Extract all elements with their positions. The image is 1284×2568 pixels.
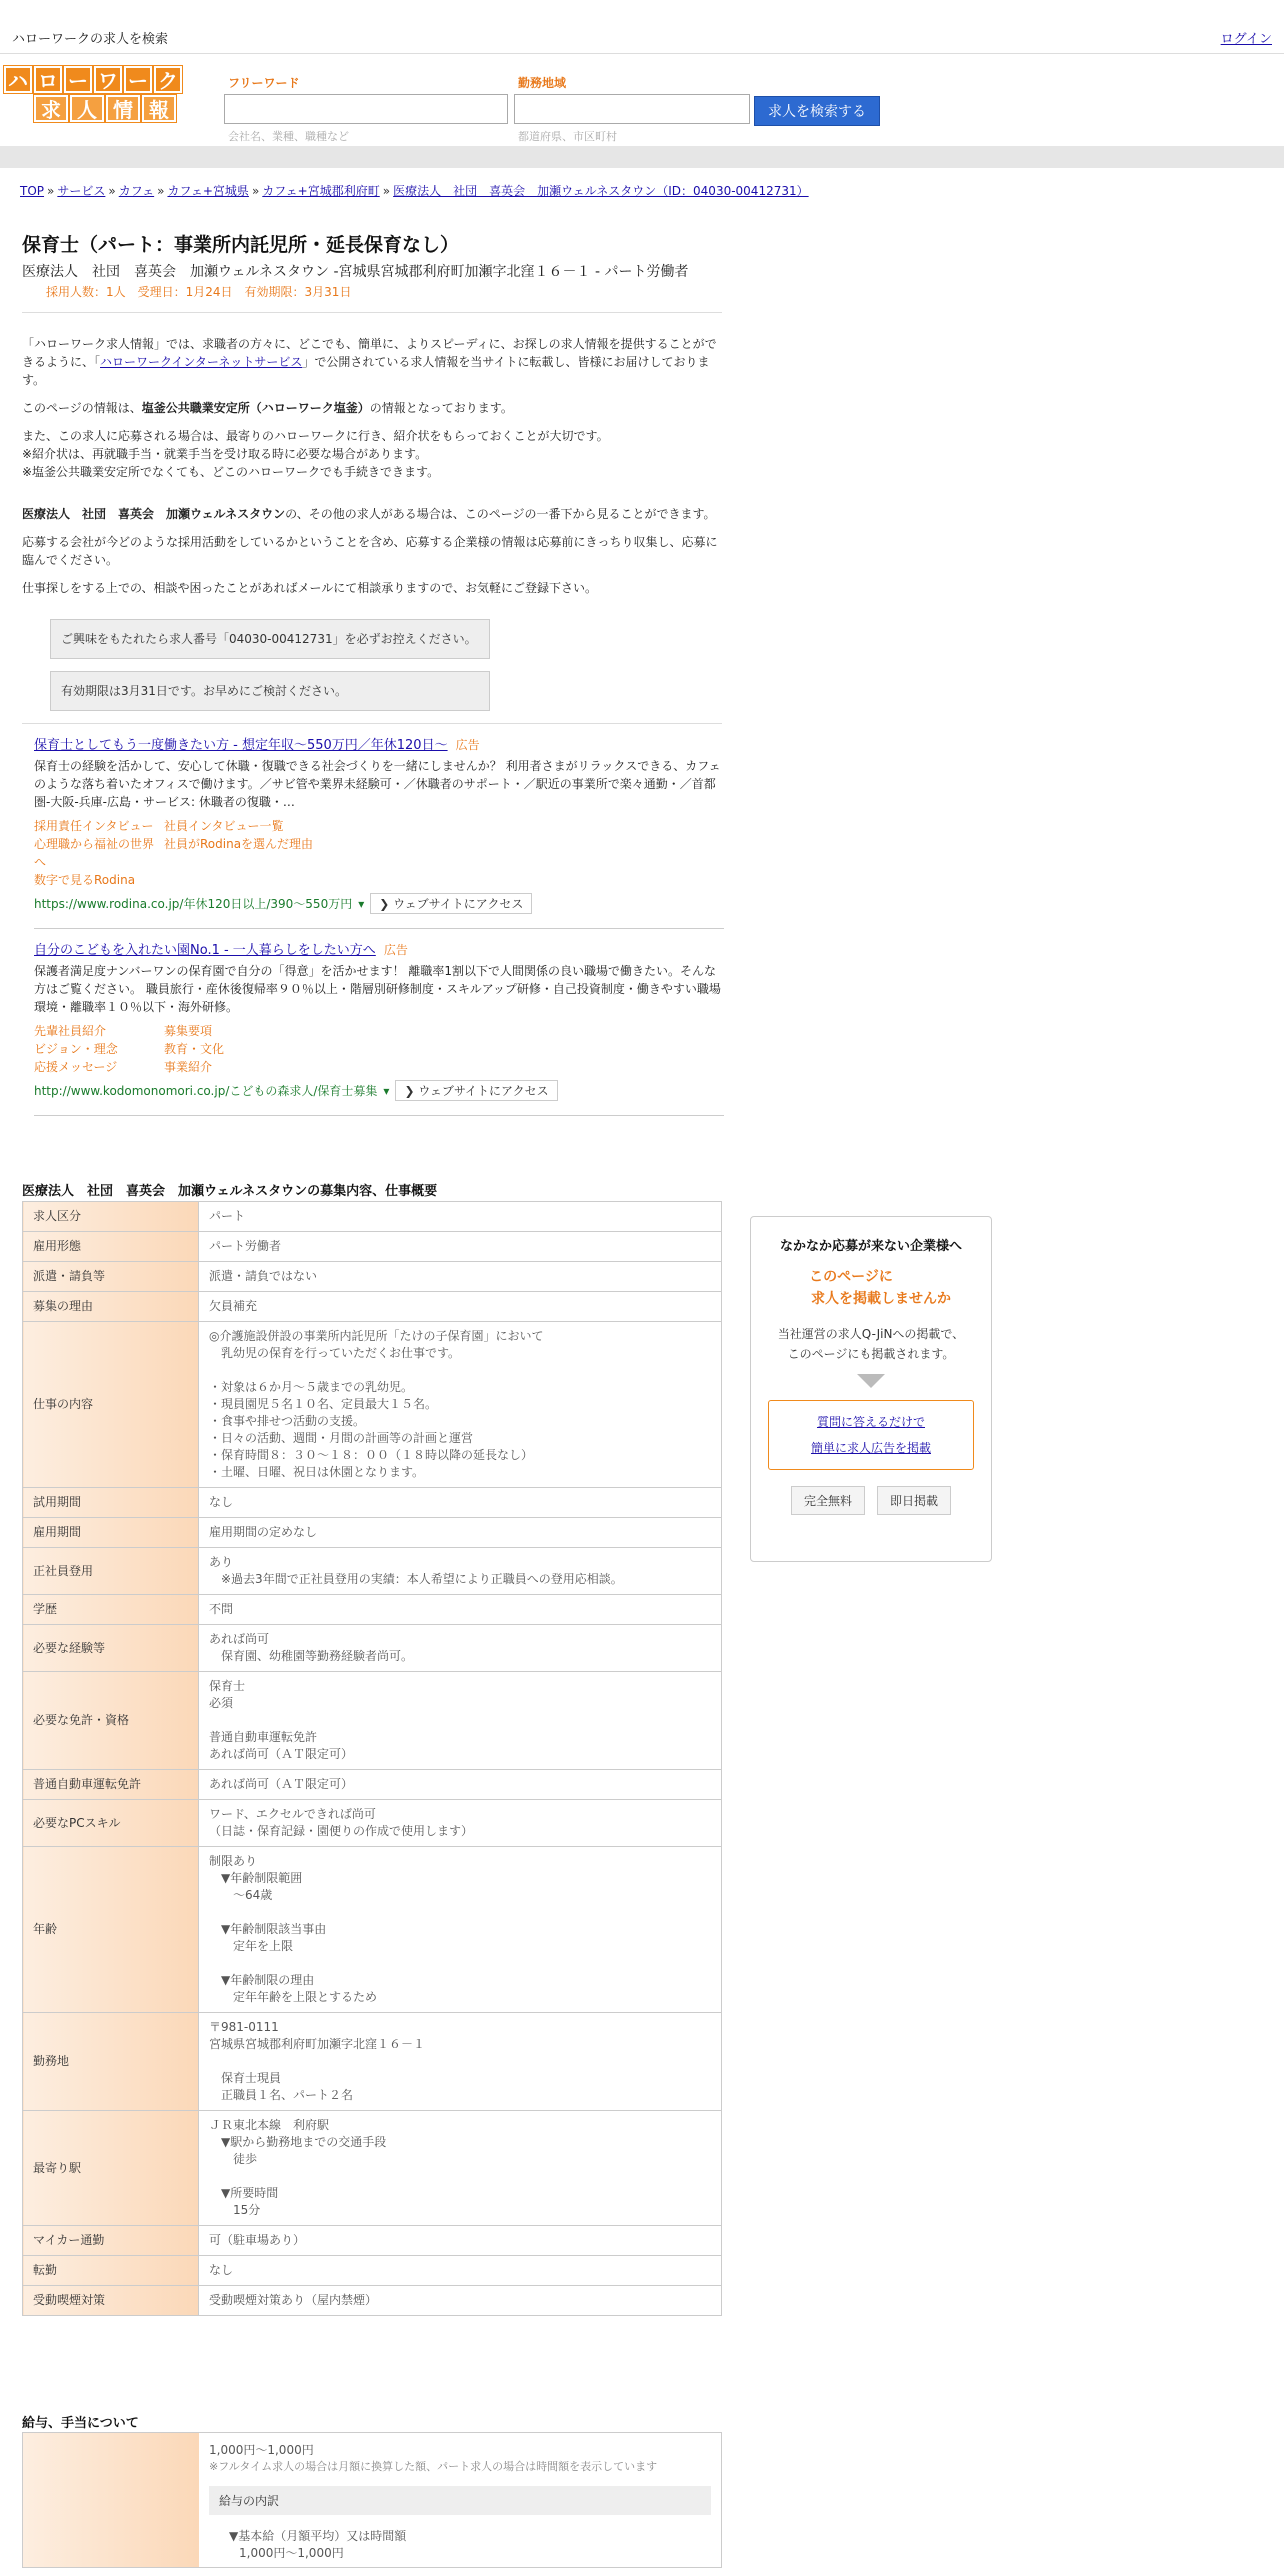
row-label: 年齢: [23, 1847, 199, 2013]
area-hint: 都道府県、市区町村: [518, 130, 617, 143]
other-jobs-paragraph: 医療法人 社団 喜英会 加瀬ウェルネスタウンの、その他の求人がある場合は、このページの一番下から見ることができます。: [22, 507, 716, 521]
row-label: 試用期間: [23, 1488, 199, 1518]
ad-sitelink[interactable]: 数字で見るRodina: [34, 873, 136, 887]
salary-breakdown-title: 給与の内訳: [209, 2486, 711, 2515]
ad-sitelink[interactable]: 先輩社員紹介: [34, 1024, 107, 1038]
ad-sitelink[interactable]: 募集要項: [164, 1024, 213, 1038]
job-details-table: [22, 1201, 722, 2316]
row-value: 受動喫煙対策あり（屋内禁煙）: [199, 2286, 722, 2316]
ad-url[interactable]: https://www.rodina.co.jp/年休120日以上/390～550万円: [34, 897, 353, 911]
source-paragraph: このページの情報は、塩釜公共職業安定所（ハローワーク塩釜）の情報となっております。: [22, 401, 513, 415]
top-bar: [0, 0, 1284, 54]
row-label: 派遣・請負等: [23, 1262, 199, 1292]
row-value: 欠員補充: [199, 1292, 722, 1322]
cta-link-1[interactable]: 質問に答えるだけで: [816, 1415, 925, 1429]
salary-note: ※フルタイム求人の場合は月額に換算した額、パート求人の場合は時間額を表示しています: [209, 2460, 658, 2473]
table-row: [23, 1770, 722, 1800]
logo-char: 人: [70, 95, 104, 122]
same-day-badge: 即日掲載: [877, 1486, 951, 1515]
ad-block: 自分のこどもを入れたい園No.1 - 一人暮らしをしたい方へ 広告 保護者満足度ナンバーワンの保育園で自分の「得意」を活かせます！ 離職率1割以下で人間関係の良い職場で働きたい。そんな方はご覧ください。 職員旅行・産休後復帰率９０％以上・階層別研修制度・スキルアップ研修・自己投資制度・働きやすい職場環境・離職率１０％以下・海外研修。 先輩社員紹介 募集要項 ビジョン・理念 教育・文化 応援メッセージ 事業紹介 http://www.kodomonomori.co.jp/こどもの森求人/保育士募集 ▾ ❯ ウェブサイトにアクセス: [34, 929, 724, 1116]
intro-paragraph: 「ハローワーク求人情報」では、求職者の方々に、どこでも、簡単に、よりスピーディに、お探しの求人情報を提供することができるように、「ハローワークインターネットサービス」で公開されている求人情報を当サイトに転載し、皆様にお届けしております。: [22, 337, 717, 387]
row-value: 不問: [199, 1595, 722, 1625]
cta-link-2[interactable]: 簡単に求人広告を掲載: [810, 1441, 931, 1455]
logo-char: ロ: [34, 66, 62, 93]
section-title: 医療法人 社団 喜英会 加瀬ウェルネスタウンの募集内容、仕事概要: [22, 1184, 438, 1199]
area-input[interactable]: [514, 94, 750, 124]
logo-char: 求: [34, 95, 68, 122]
table-row: [23, 2286, 722, 2316]
table-row: [23, 1595, 722, 1625]
table-row: [23, 1625, 722, 1672]
breadcrumb-link[interactable]: カフェ: [118, 184, 155, 198]
row-label: 仕事の内容: [23, 1322, 199, 1488]
ad-sitelink[interactable]: 事業紹介: [164, 1060, 213, 1074]
ad-sitelink[interactable]: 心理職から福祉の世界へ: [34, 837, 155, 869]
row-value: ＪＲ東北本線 利府駅 ▼駅から勤務地までの交通手段 徒歩 ▼所要時間 15分: [199, 2111, 722, 2226]
row-value: 派遣・請負ではない: [199, 1262, 722, 1292]
ad-sitelink[interactable]: ビジョン・理念: [34, 1042, 118, 1056]
ad-sitelink[interactable]: 教育・文化: [164, 1042, 225, 1056]
apply-note-2: ※紹介状は、再就職手当・就業手当を受け取る時に必要な場合があります。: [22, 447, 428, 461]
visit-website-button[interactable]: ❯ ウェブサイトにアクセス: [395, 1080, 557, 1101]
table-row: [23, 2256, 722, 2286]
breadcrumb-link[interactable]: カフェ+宮城郡利府町: [262, 184, 380, 198]
row-value: 保育士 必須 普通自動車運転免許 あれば尚可（ＡＴ限定可）: [199, 1672, 722, 1770]
logo-char: ワ: [94, 66, 122, 93]
logo-char: ハ: [4, 66, 32, 93]
row-label: 普通自動車運転免許: [23, 1770, 199, 1800]
row-value: ◎介護施設併設の事業所内託児所「たけの子保育園」において 乳幼児の保育を行っていただくお仕事です。 ・対象は６か月～５歳までの乳幼児。 ・現員園児５名１０名、定員最大１５名。 ・食事や排せつ活動の支援。 ・日々の活動、週間・月間の計画等の計画と運営 ・保育時間８：３０～１８：００（１８時以降の延長なし） ・土曜、日曜、祝日は休園となります。: [199, 1322, 722, 1488]
row-label: 募集の理由: [23, 1292, 199, 1322]
hellowork-logo[interactable]: [4, 66, 182, 122]
login-link[interactable]: ログイン: [1220, 32, 1272, 47]
logo-char: 報: [142, 95, 176, 122]
ad-sitelink[interactable]: 社員インタビュー一覧: [164, 819, 284, 833]
job-subtitle: 医療法人 社団 喜英会 加瀬ウェルネスタウン -宮城県宮城郡利府町加瀬字北窪１６－１ - パート労働者: [22, 264, 689, 280]
row-value: あれば尚可 保育園、幼稚園等勤務経験者尚可。: [199, 1625, 722, 1672]
main-content: [22, 230, 722, 2316]
ad-block: 保育士としてもう一度働きたい方 - 想定年収～550万円／年休120日～ 広告 保育士の経験を活かして、安心して休職・復職できる社会づくりを一緒にしませんか？ 利用者さまがリラックスできる、カフェのような落ち着いたオフィスで働けます。／サビ管や業界未経験可・／休職者のサポート・／駅近の事業所で楽々通勤・／首都圏-大阪-兵庫-広島・サービス: 休職者の復職・… 採用責任インタビュー 社員インタビュー一覧 心理職から福祉の世界へ 社員がRodinaを選んだ理由 数字で見るRodina https://www.rodina.co.jp/年休120日以上/390～550万円 ▾ ❯ ウェブサイトにアクセス: [34, 724, 724, 929]
advertise-title: なかなか応募が来ない企業様へ: [779, 1239, 962, 1254]
ad-badge: 広告: [383, 943, 408, 957]
table-row: [23, 1672, 722, 1770]
table-row: [23, 2013, 722, 2111]
table-row: [23, 2111, 722, 2226]
site-title[interactable]: ハローワークの求人を検索: [12, 32, 169, 47]
ad-description: 保護者満足度ナンバーワンの保育園で自分の「得意」を活かせます！ 離職率1割以下で人間関係の良い職場で働きたい。そんな方はご覧ください。 職員旅行・産休後復帰率９０％以上・階層別研修制度・スキルアップ研修・自己投資制度・働きやすい職場環境・離職率１０％以下・海外研修。: [34, 964, 721, 1014]
row-label: 必要な免許・資格: [23, 1672, 199, 1770]
table-row: [23, 1488, 722, 1518]
row-value: 可（駐車場あり）: [199, 2226, 722, 2256]
base-pay-value: 1,000円〜1,000円: [239, 2546, 344, 2560]
consult-paragraph: 仕事探しをする上での、相談や困ったことがあればメールにて相談承りますので、お気軽にご登録下さい。: [22, 581, 598, 595]
ad-title-link[interactable]: 保育士としてもう一度働きたい方 - 想定年収～550万円／年休120日～: [34, 738, 448, 753]
salary-amount: 1,000円〜1,000円: [209, 2443, 314, 2457]
row-label: 転勤: [23, 2256, 199, 2286]
table-row: [23, 2226, 722, 2256]
table-row: [23, 1232, 722, 1262]
logo-char: ク: [154, 66, 182, 93]
row-value: 〒981-0111 宮城県宮城郡利府町加瀬字北窪１６－１ 保育士現員 正職員１名、パート２名: [199, 2013, 722, 2111]
table-row: [23, 1548, 722, 1595]
post-job-cta[interactable]: [768, 1400, 974, 1470]
breadcrumb-link[interactable]: 医療法人 社団 喜英会 加瀬ウェルネスタウン（ID：04030-00412731）: [393, 184, 809, 198]
divider-band: [0, 146, 1284, 168]
row-label: 必要なPCスキル: [23, 1800, 199, 1847]
row-label: 最寄り駅: [23, 2111, 199, 2226]
row-label: 学歴: [23, 1595, 199, 1625]
row-label: 雇用形態: [23, 1232, 199, 1262]
row-value: 制限あり ▼年齢制限範囲 〜64歳 ▼年齢制限該当事由 定年を上限 ▼年齢制限の理由 定年年齢を上限とするため: [199, 1847, 722, 2013]
table-row: [23, 1847, 722, 2013]
row-label: 勤務地: [23, 2013, 199, 2111]
ads-section: [22, 724, 722, 1116]
header: [0, 54, 1284, 146]
salary-title: 給与、手当について: [22, 2416, 139, 2431]
row-label: 雇用期間: [23, 1518, 199, 1548]
expiry-notice: 有効期限は3月31日です。お早めにご検討ください。: [50, 671, 490, 711]
advertise-text: 当社運営の求人Q-JiNへの掲載で、 このページにも掲載されます。: [777, 1327, 965, 1361]
table-row: [23, 1262, 722, 1292]
table-row: [23, 1322, 722, 1488]
row-label: 受動喫煙対策: [23, 2286, 199, 2316]
row-value: パート: [199, 1202, 722, 1232]
keyword-input[interactable]: [224, 94, 508, 124]
ad-title-link[interactable]: 自分のこどもを入れたい園No.1 - 一人暮らしをしたい方へ: [34, 943, 376, 958]
breadcrumb: TOP » サービス » カフェ » カフェ+宮城県 » カフェ+宮城郡利府町 » 医療法人 社団 喜英会 加瀬ウェルネスタウン（ID：04030-00412731）: [20, 184, 809, 198]
table-row: [23, 1518, 722, 1548]
table-row: [23, 1202, 722, 1232]
hellowork-internet-link[interactable]: ハローワークインターネットサービス: [100, 355, 303, 369]
advertise-box: [750, 1216, 992, 1562]
logo-char: ー: [124, 66, 152, 93]
table-row: [23, 1800, 722, 1847]
visit-website-button[interactable]: ❯ ウェブサイトにアクセス: [370, 893, 532, 914]
ad-description: 保育士の経験を活かして、安心して休職・復職できる社会づくりを一緒にしませんか？ 利用者さまがリラックスできる、カフェのような落ち着いたオフィスで働けます。／サビ管や業界未経験可・／休職者のサポート・／駅近の事業所で楽々通勤・／首都圏-大阪-兵庫-広島・サービス: 休職者の復職・…: [34, 759, 721, 809]
table-row: [23, 1292, 722, 1322]
logo-char: 情: [106, 95, 140, 122]
row-label: 求人区分: [23, 1202, 199, 1232]
row-value: なし: [199, 1488, 722, 1518]
row-value: 雇用期間の定めなし: [199, 1518, 722, 1548]
area-label: 勤務地域: [518, 76, 567, 90]
breadcrumb-link[interactable]: TOP: [20, 184, 45, 198]
research-paragraph: 応募する会社が今どのような採用活動をしているかということを含め、応募する企業様の情報は応募前にきっちり収集し、応募に臨んでください。: [22, 535, 718, 567]
row-label: 必要な経験等: [23, 1625, 199, 1672]
apply-note: また、この求人に応募される場合は、最寄りのハローワークに行き、紹介状をもらっておくことが大切です。: [22, 429, 609, 443]
base-pay-label: ▼基本給（月額平均）又は時間額: [229, 2529, 407, 2543]
ad-sitelink[interactable]: 社員がRodinaを選んだ理由: [164, 837, 314, 851]
ad-sitelink[interactable]: [164, 871, 364, 889]
apply-note-3: ※塩釜公共職業安定所でなくても、どこのハローワークでも手続きできます。: [22, 465, 440, 479]
row-label: マイカー通勤: [23, 2226, 199, 2256]
ad-url[interactable]: http://www.kodomonomori.co.jp/こどもの森求人/保育士募集: [34, 1084, 378, 1098]
row-value: なし: [199, 2256, 722, 2286]
arrow-down-icon: [857, 1374, 885, 1388]
breadcrumb-link[interactable]: サービス: [57, 184, 106, 198]
salary-table: [22, 2432, 722, 2568]
advertise-lead: このページに 求人を掲載しませんか: [809, 1269, 951, 1307]
keyword-hint: 会社名、業種、職種など: [228, 130, 349, 143]
search-button[interactable]: 求人を検索する: [754, 96, 880, 126]
job-meta: 採用人数：1人 受理日：1月24日 有効期限：3月31日: [46, 285, 352, 299]
free-badge: 完全無料: [791, 1486, 865, 1515]
ad-sitelink[interactable]: 応援メッセージ: [34, 1060, 118, 1074]
job-number-notice: ご興味をもたれたら求人番号「04030-00412731」を必ずお控えください。: [50, 619, 490, 659]
row-value: あり ※過去3年間で正社員登用の実績：本人希望により正職員への登用応相談。: [199, 1548, 722, 1595]
ad-badge: 広告: [455, 738, 480, 752]
row-value: あれば尚可（ＡＴ限定可）: [199, 1770, 722, 1800]
row-value: パート労働者: [199, 1232, 722, 1262]
logo-char: ー: [64, 66, 92, 93]
row-label: 正社員登用: [23, 1548, 199, 1595]
keyword-label: フリーワード: [228, 76, 300, 90]
row-value: ワード、エクセルできれば尚可 （日誌・保育記録・園便りの作成で使用します）: [199, 1800, 722, 1847]
ad-sitelink[interactable]: 採用責任インタビュー: [34, 819, 154, 833]
job-title: 保育士（パート：事業所内託児所・延長保育なし）: [22, 234, 460, 256]
breadcrumb-link[interactable]: カフェ+宮城県: [167, 184, 249, 198]
